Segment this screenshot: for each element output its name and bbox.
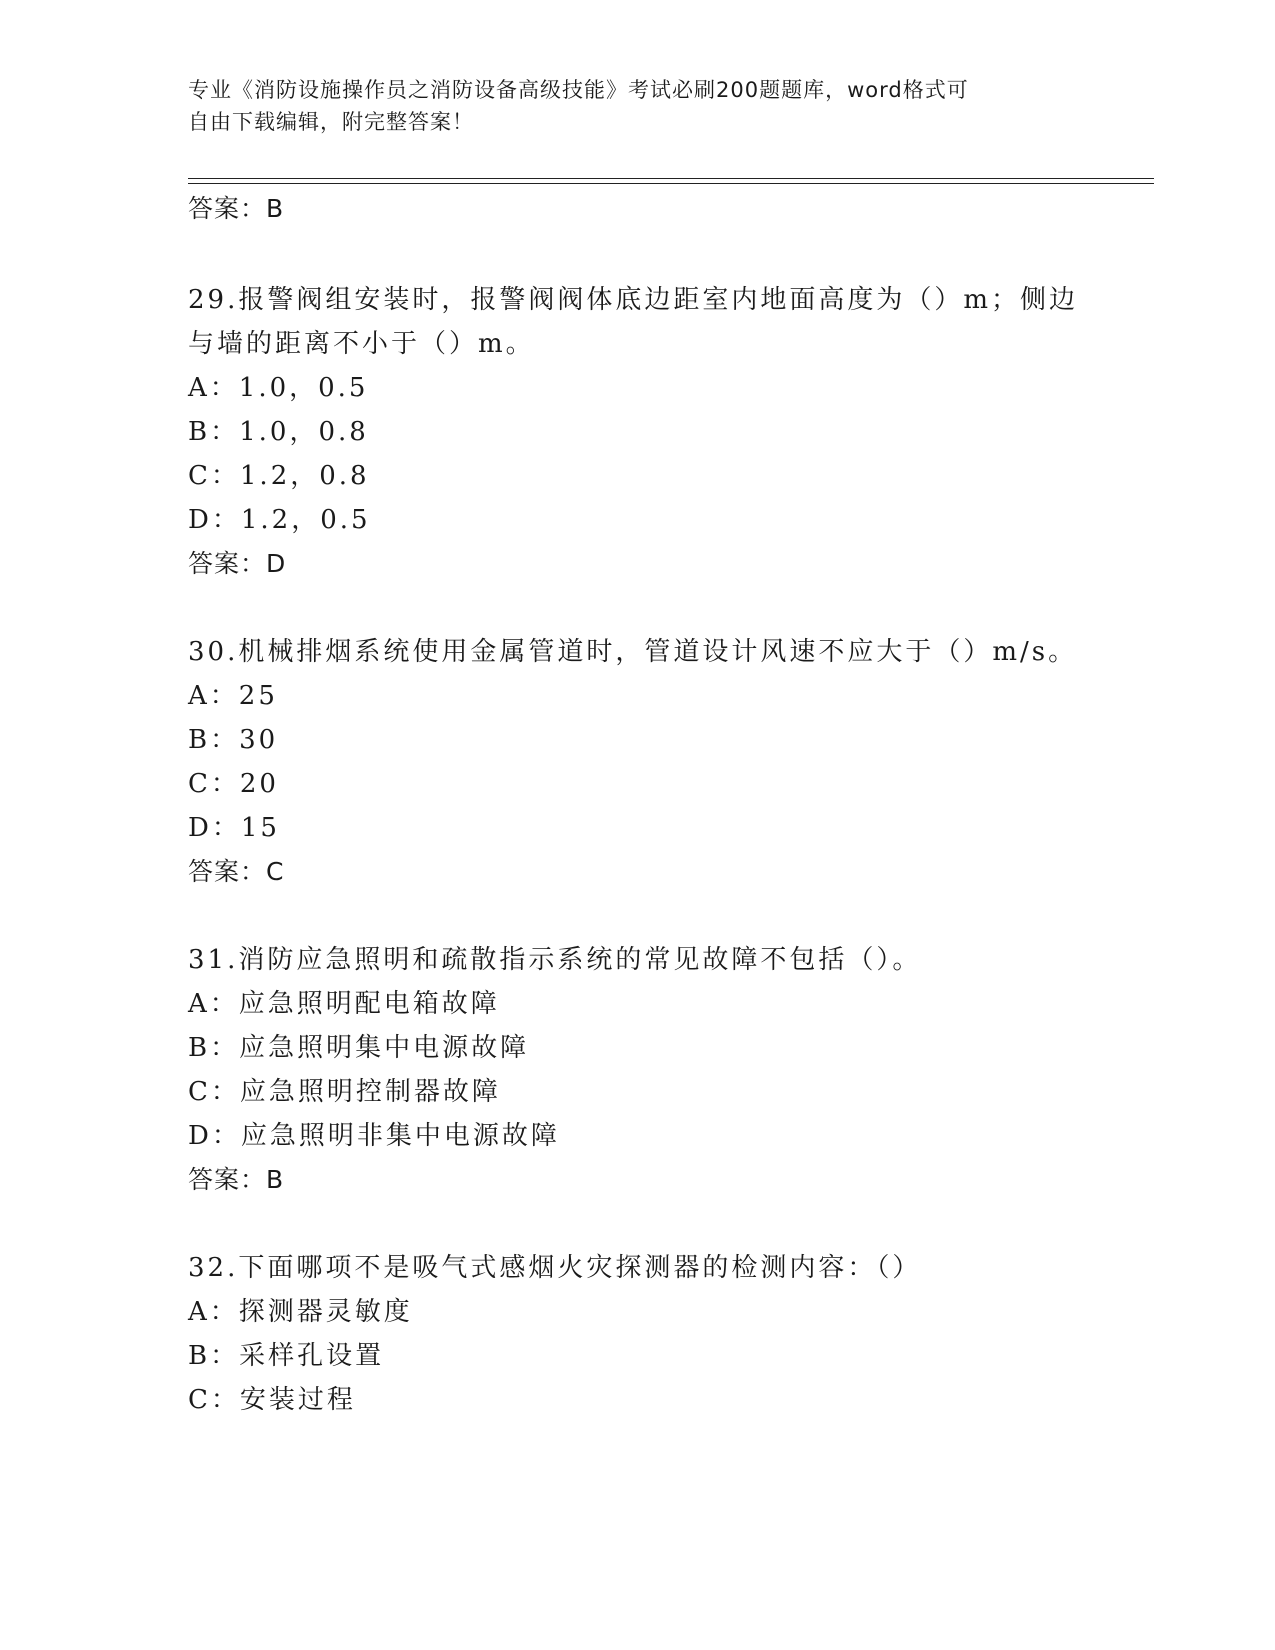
question-32-option-b: B：采样孔设置	[188, 1341, 385, 1371]
question-32-option-c: C：安装过程	[188, 1385, 356, 1415]
question-30-answer: 答案：C	[188, 857, 285, 886]
header-divider-top	[188, 178, 1154, 179]
question-29-option-d: D：1.2，0.5	[188, 505, 371, 535]
question-31-answer: 答案：B	[188, 1165, 285, 1194]
question-32-text: 32.下面哪项不是吸气式感烟火灾探测器的检测内容：（）	[188, 1253, 922, 1283]
question-31-text: 31.消防应急照明和疏散指示系统的常见故障不包括（）。	[188, 945, 922, 975]
question-29-option-c: C：1.2，0.8	[188, 461, 370, 491]
question-29-option-a: A：1.0，0.5	[188, 373, 369, 403]
question-31-option-b: B：应急照明集中电源故障	[188, 1033, 530, 1063]
question-29-option-b: B：1.0，0.8	[188, 417, 369, 447]
question-29-answer: 答案：D	[188, 549, 287, 578]
question-30-text: 30.机械排烟系统使用金属管道时，管道设计风速不应大于（）m/s。	[188, 637, 1078, 667]
question-29-text-line-2: 与墙的距离不小于（）m。	[188, 329, 535, 359]
question-31-option-a: A：应急照明配电箱故障	[188, 989, 500, 1019]
question-30-option-c: C：20	[188, 769, 279, 799]
question-29-text-line-1: 29.报警阀组安装时，报警阀阀体底边距室内地面高度为（）m；侧边	[188, 285, 1079, 315]
question-31-option-c: C：应急照明控制器故障	[188, 1077, 501, 1107]
header-line-2: 自由下载编辑，附完整答案！	[188, 110, 474, 134]
document-header	[188, 74, 1068, 138]
question-31-option-d: D：应急照明非集中电源故障	[188, 1121, 560, 1151]
header-line-1: 专业《消防设施操作员之消防设备高级技能》考试必刷200题题库，word格式可	[188, 78, 969, 102]
question-30-option-b: B：30	[188, 725, 279, 755]
header-divider-bottom	[188, 183, 1154, 184]
question-30-option-a: A：25	[188, 681, 278, 711]
question-30-option-d: D：15	[188, 813, 280, 843]
previous-answer: 答案：B	[188, 194, 285, 223]
question-32-option-a: A：探测器灵敏度	[188, 1297, 413, 1327]
